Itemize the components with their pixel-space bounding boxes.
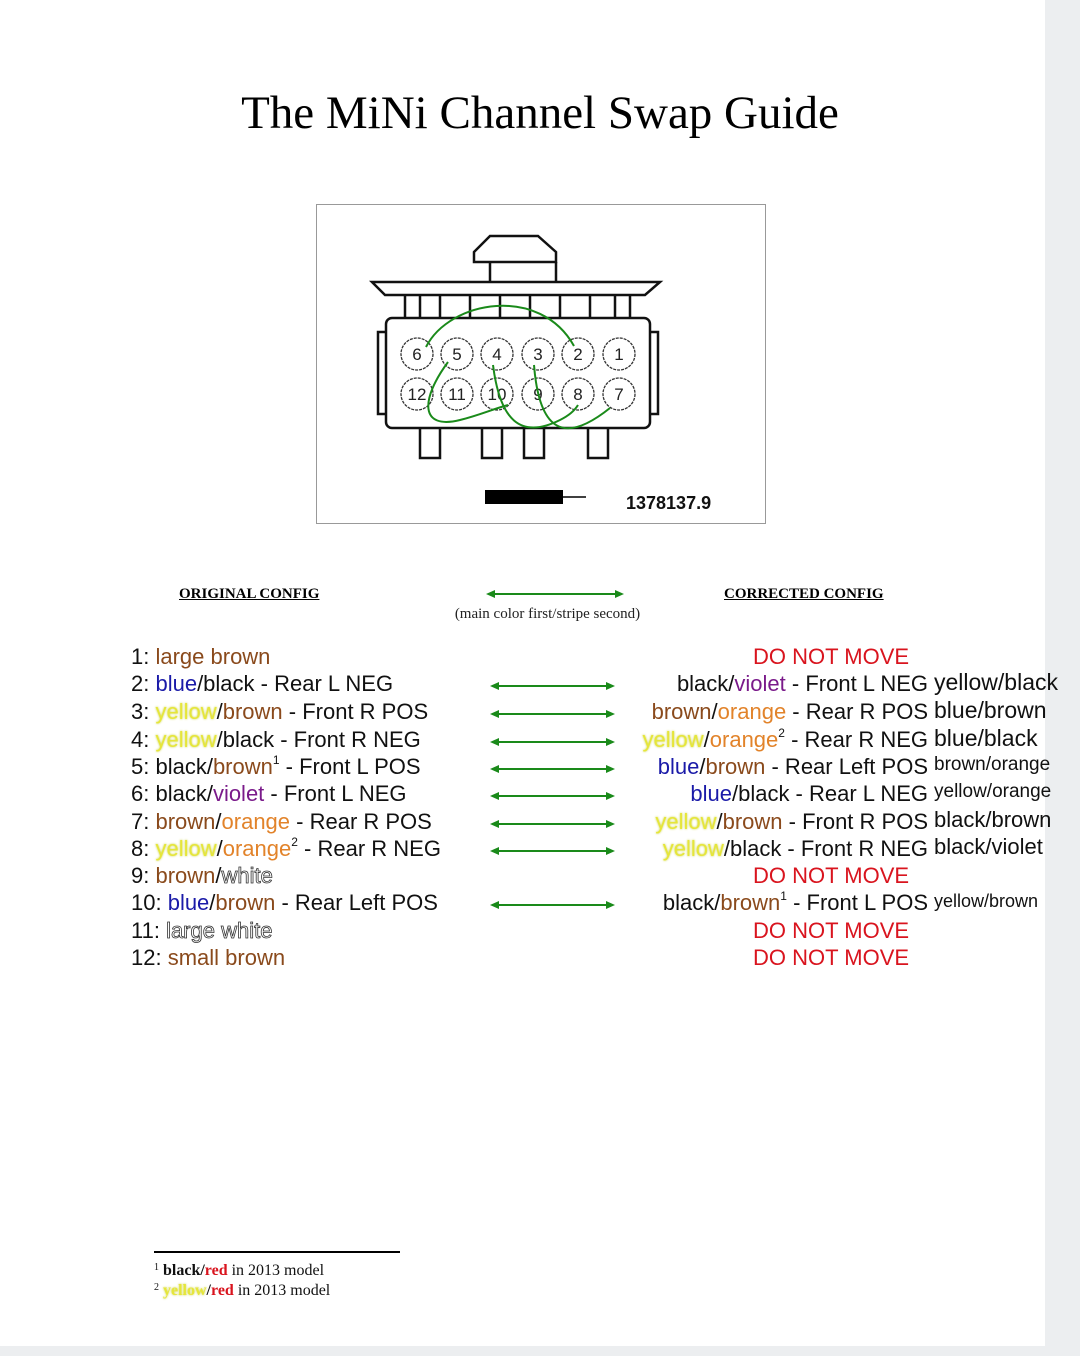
text-segment: blue [657,754,700,779]
original-wire-row [131,671,393,697]
footnote-marker: 1 [780,889,787,903]
swap-arrow-icon [490,819,615,829]
swap-arrow-icon [490,709,615,719]
new-wire-color-label: black/violet [934,834,1043,859]
corrected-wire-row [652,699,928,725]
color-order-note: (main color first/stripe second) [454,606,641,622]
text-segment: 3: [131,699,156,724]
text-segment: 4: [131,727,156,752]
text-segment: / [215,809,222,834]
text-segment: - Rear Left POS [765,754,928,779]
page-margin-bottom [0,1346,1045,1356]
text-segment: brown [215,890,276,915]
text-segment: yellow [155,727,217,752]
text-segment: orange [717,699,787,724]
text-segment: yellow [155,699,217,724]
text-segment: violet [734,671,786,696]
scale-bar [485,490,563,504]
do-not-move-label: DO NOT MOVE [753,918,910,943]
pin-label: 6 [412,345,422,364]
corrected-wire-row [663,836,928,862]
do-not-move-label: DO NOT MOVE [753,644,910,669]
footnote-marker: 2 [778,726,785,740]
corrected-wire-row [643,727,929,753]
pin-label: 5 [452,345,462,364]
text-segment: brown [705,754,766,779]
original-wire-row [131,836,441,862]
text-segment: brown [222,699,283,724]
original-wire-row [131,918,272,944]
original-wire-row [131,863,273,889]
text-segment: - Rear Left POS [275,890,438,915]
original-wire-row [131,781,407,807]
new-wire-color-label: blue/brown [934,697,1047,723]
page-title: The MiNi Channel Swap Guide [241,87,839,139]
text-segment: 9: [131,863,156,888]
original-wire-row [131,727,421,753]
swap-arrow-icon [490,764,615,774]
pin-label: 7 [614,385,624,404]
text-segment: black/ [662,890,721,915]
text-segment: / [206,1282,211,1299]
pin-label: 10 [487,385,507,404]
text-segment: 7: [131,809,156,834]
original-wire-row [131,699,428,725]
text-segment: brown [722,809,783,834]
text-segment: 5: black/ [131,754,213,779]
text-segment: blue [155,671,198,696]
text-segment: 6: black/ [131,781,213,806]
text-segment: yellow [155,836,217,861]
text-segment: yellow [655,809,717,834]
pin-label: 8 [573,385,583,404]
text-segment: - Rear R POS [290,809,432,834]
text-segment: small brown [167,945,286,970]
text-segment: - Front L POS [786,890,928,915]
text-segment: blue [690,781,732,806]
text-segment: /black - Rear L NEG [731,781,928,806]
text-segment: violet [212,781,265,806]
footnote-divider [154,1251,400,1253]
text-segment: brown [212,754,273,779]
do-not-move-label: DO NOT MOVE [753,945,910,970]
text-segment: / [209,890,216,915]
swap-arrow-icon [490,791,615,801]
original-config-heading: ORIGINAL CONFIG [179,586,320,602]
original-wire-row [131,809,432,835]
connector-flange [372,282,660,295]
text-segment: brown [651,699,712,724]
text-segment: orange [221,809,291,834]
corrected-wire-row [663,890,928,916]
text-segment: black/ [159,1262,205,1279]
original-wire-row [131,754,421,780]
swap-arrow-icon [490,737,615,747]
text-segment: yellow [163,1282,207,1299]
pin-label: 2 [573,345,583,364]
text-segment: / [699,754,706,779]
text-segment: red [204,1262,228,1279]
text-segment: - Front R POS [782,809,928,834]
text-segment: 11: [131,918,167,943]
text-segment: - Front L NEG [264,781,407,806]
text-segment: brown [155,863,216,888]
text-segment: / [216,699,223,724]
original-wire-row [131,644,270,670]
text-segment: brown [155,809,216,834]
new-wire-color-label: yellow/orange [934,781,1052,802]
text-segment: 1: [131,644,156,669]
text-segment: /black - Front R NEG [216,727,421,752]
text-segment: blue [167,890,210,915]
corrected-wire-row [658,754,928,780]
text-segment: 2: [131,671,156,696]
footnote [154,1262,324,1280]
text-segment: - Front L NEG [785,671,928,696]
connector-body [386,318,650,428]
new-wire-color-label: black/brown [934,807,1052,832]
legend-arrow [486,588,624,600]
swap-arrow-icon [490,900,615,910]
text-segment: / [711,699,718,724]
text-segment: / [215,863,222,888]
text-segment: orange [222,836,292,861]
text-segment: /black - Rear L NEG [197,671,394,696]
text-segment: 8: [131,836,156,861]
footnote-marker: 2 [154,1282,159,1293]
corrected-wire-row [655,809,928,835]
text-segment: white [221,863,273,888]
original-wire-row [131,890,438,916]
pin-label: 3 [533,345,543,364]
text-segment: brown [720,890,781,915]
footnote-marker: 1 [154,1262,159,1273]
corrected-wire-row [690,781,928,807]
swap-arrow-icon [490,846,615,856]
text-segment: red [211,1282,234,1299]
text-segment: - Rear R NEG [297,836,441,861]
footnote [154,1282,330,1300]
text-segment: large brown [155,644,271,669]
text-segment: - Front R POS [282,699,429,724]
text-segment: / [703,727,710,752]
text-segment: in 2013 model [233,1282,331,1299]
text-segment: - Rear R POS [786,699,928,724]
text-segment: yellow [642,727,704,752]
pin-label: 12 [407,385,427,404]
pin-label: 4 [492,345,502,364]
new-wire-color-label: yellow/black [934,669,1058,695]
text-segment: / [716,809,723,834]
footnote-marker: 2 [291,835,298,849]
connector-latch [474,236,556,262]
pin-label: 1 [614,345,624,364]
original-wire-row [131,945,285,971]
text-segment: / [216,836,223,861]
new-wire-color-label: brown/orange [934,754,1051,775]
new-wire-color-label: blue/black [934,725,1038,751]
pin-label: 9 [533,385,543,404]
do-not-move-label: DO NOT MOVE [753,863,910,888]
text-segment: yellow [662,836,724,861]
connector-diagram [316,204,766,524]
text-segment: - Front L POS [279,754,421,779]
footnote-marker: 1 [272,753,280,767]
text-segment: in 2013 model [227,1262,325,1279]
pin-label: 11 [448,385,466,404]
corrected-config-heading: CORRECTED CONFIG [724,586,884,602]
text-segment: large white [166,918,273,943]
text-segment: black/ [676,671,735,696]
text-segment: orange [709,727,779,752]
text-segment: 10: [131,890,168,915]
new-wire-color-label: yellow/brown [934,891,1039,911]
text-segment: 12: [131,945,168,970]
part-number: 1378137.9 [626,493,712,513]
text-segment: - Rear R NEG [784,727,928,752]
corrected-wire-row [677,671,928,697]
swap-arrow-icon [490,681,615,691]
text-segment: /black - Front R NEG [723,836,928,861]
